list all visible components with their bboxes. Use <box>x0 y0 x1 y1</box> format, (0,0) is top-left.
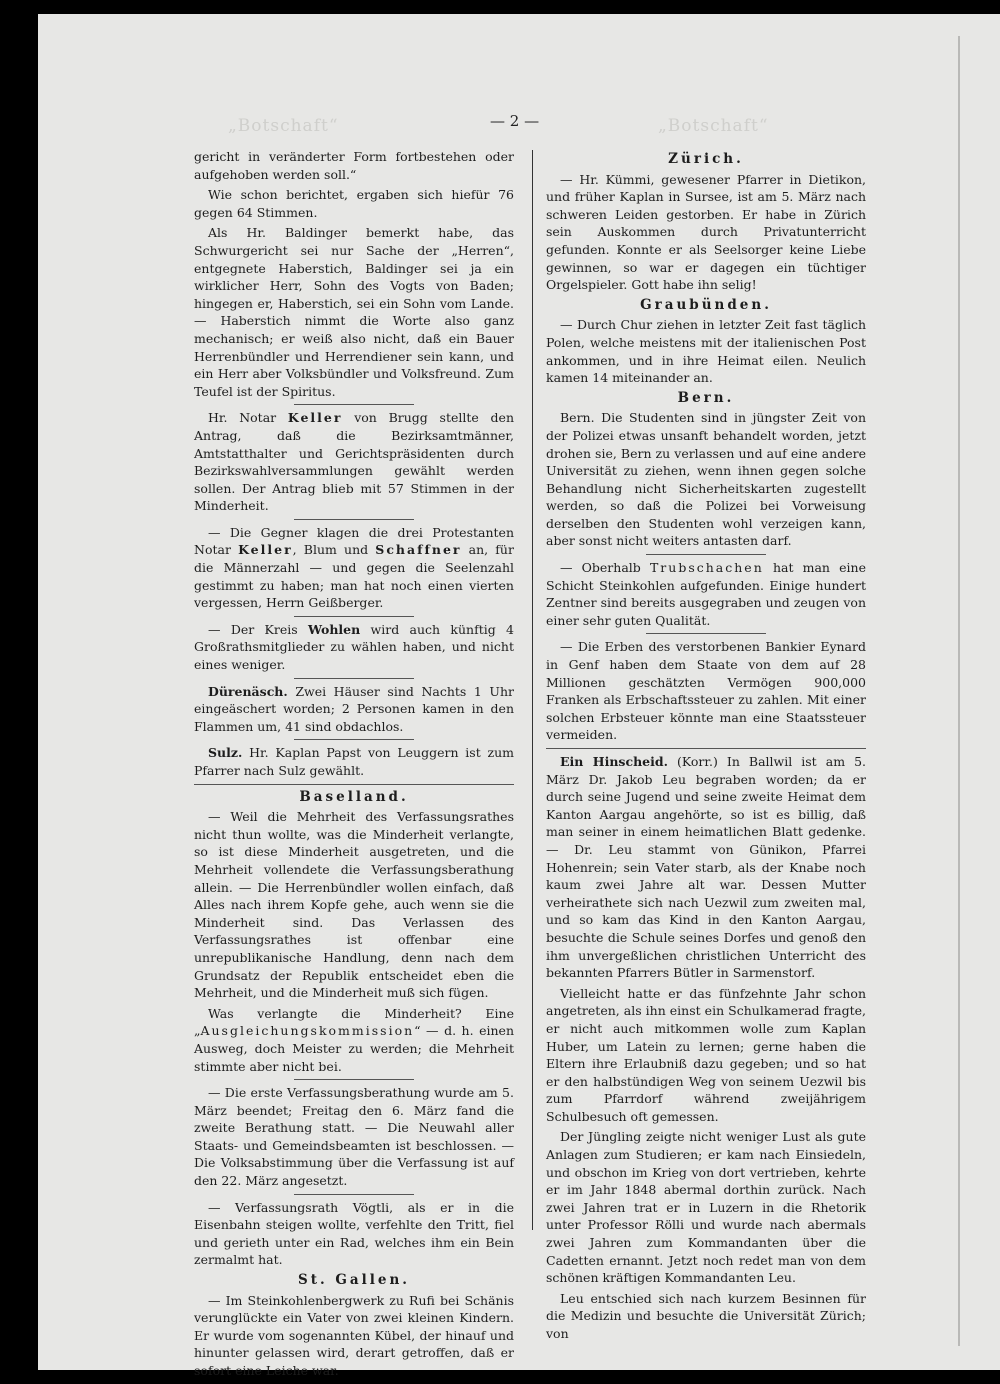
paragraph: — Durch Chur ziehen in letzter Zeit fast täglich Polen, welche meistens mit der italienischen Post ankommen, und in ihre Heimat eilen. Neulich kamen 14 miteinander an. <box>546 317 866 386</box>
divider <box>294 1194 414 1195</box>
paragraph: Sulz. Hr. Kaplan Papst von Leuggern ist zum Pfarrer nach Sulz gewählt. <box>194 745 514 778</box>
section-heading-bern: Bern. <box>677 389 735 406</box>
paragraph: Dürenäsch. Zwei Häuser sind Nachts 1 Uhr eingeäschert worden; 2 Personen kamen in den Flammen um, 41 sind obdachlos. <box>194 683 514 734</box>
paragraph: — Die Gegner klagen die drei Protestanten Notar Keller, Blum und Schaffner an, für die Männerzahl — und gegen die Seelenzahl gestimmt zu haben; man hat noch einen vierten vergessen, Herrn Geißberger. <box>194 524 514 611</box>
paragraph: — Die erste Verfassungsberathung wurde am 5. März beendet; Freitag den 6. März fand die zweite Berathung statt. — Die Neuwahl aller Staats- und Gemeindsbeamten ist beschlossen. — Die Volksabstimmung über die Verfassung ist auf den 22. März angesetzt. <box>194 1085 514 1189</box>
divider <box>294 739 414 740</box>
paragraph: Als Hr. Baldinger bemerkt habe, das Schwurgericht sei nur Sache der „Herren“, entgegnete Haberstich, Baldinger sei ja ein wirklicher Herr, Sohn des Vogts von Baden; hingegen er, Haberstich, sei ein Sohn vom Lande. — Haberstich nimmt die Worte also ganz mechanisch; er weiß also nicht, daß ein Bauer Herrenbündler und Herrendiener sein kann, und ein Herr aber Volksbündler und Volksfreund. Zum Teufel ist der Spiritus. <box>194 225 514 399</box>
divider <box>194 784 514 785</box>
divider <box>646 554 766 555</box>
divider <box>646 633 766 634</box>
divider <box>546 748 866 749</box>
paragraph: Wie schon berichtet, ergaben sich hiefür 76 gegen 64 Stimmen. <box>194 187 514 220</box>
left-column <box>194 148 514 1383</box>
divider <box>294 616 414 617</box>
paragraph: — Die Erben des verstorbenen Bankier Eynard in Genf haben dem Staate von dem auf 28 Millionen geschätzten Vermögen 900,000 Franken als Erbschaftssteuer zu zahlen. Mit einer solchen Erbsteuer könnte man eine Staatssteuer vermeiden. <box>546 639 866 743</box>
page-number: — 2 — <box>490 112 540 130</box>
paragraph: Bern. Die Studenten sind in jüngster Zeit von der Polizei etwas unsanft behandelt worden, jetzt drohen sie, Bern zu verlassen und auf eine andere Universität zu ziehen, wenn ihnen gegen solche Behandlung nicht Sicherheitskarten zugestellt werden, so daß die Polizei bei Vorweisung derselben den Studenten wohl verzeigen kann, aber sonst nicht weiters antasten darf. <box>546 410 866 549</box>
paragraph: Ein Hinscheid. (Korr.) In Ballwil ist am 5. März Dr. Jakob Leu begraben worden; da er durch seine Jugend und seine zweite Heimat dem Kanton Aargau angehörte, so ist es billig, daß man seiner in einem heimatlichen Blatt gedenke. — Dr. Leu stammt von Günikon, Pfarrei Hohenrein; sein Vater starb, als der Knabe noch kaum zwei Jahre alt war. Dessen Mutter verheirathete sich nach Uezwil zum zweiten mal, und so kam das Kind in den Kanton Aargau, besuchte die Schule seines Dorfes und genoß den ihm unvergeßlichen christlichen Unterricht des bekannten Pfarrers Bütler in Sarmenstorf. <box>546 754 867 981</box>
paragraph: gericht in veränderter Form fortbestehen oder aufgehoben werden soll.“ <box>194 149 514 182</box>
bleed-through-text: „Botschaft“ <box>658 116 769 136</box>
paragraph: — Hr. Kümmi, gewesener Pfarrer in Dietikon, und früher Kaplan in Sursee, ist am 5. März nach schweren Leiden gestorben. Er habe in Zürich sein Auskommen durch Privatunterricht gefunden. Konnte er als Seelsorger keine Liebe gewinnen, so war er dagegen ein tüchtiger Orgelspieler. Gott habe ihn selig! <box>546 171 866 293</box>
divider <box>294 1079 414 1080</box>
paragraph: Der Jüngling zeigte nicht weniger Lust als gute Anlagen zum Studieren; er kam nach Einsiedeln, und obschon im Krieg von dort vertrieben, kehrte er im Jahr 1848 abermal dorthin zurück. Nach zwei Jahren trat er in Luzern in die Rhetorik unter Professor Rölli und wurde nach abermals zwei Jahren zum Kommandanten über die Cadetten ernannt. Jetzt noch redet man von dem schönen kräftigen Kommandanten Leu. <box>546 1129 866 1286</box>
paragraph: Vielleicht hatte er das fünfzehnte Jahr schon angetreten, als ihn einst ein Schulkamerad fragte, er nicht auch mitkommen wolle zum Kaplan Huber, um Latein zu lernen; gerne haben die Eltern ihre Erlaubniß dazu gegeben; und so hat er den halbstündigen Weg von seinem Uezwil bis zum Pfarrdorf während zweijährigem Schulbesuch oft gemessen. <box>546 985 866 1124</box>
paragraph: Leu entschied sich nach kurzem Besinnen für die Medizin und besuchte die Universität Zürich; von <box>546 1290 866 1341</box>
paragraph: Was verlangte die Minderheit? Eine „Ausgleichungskommission“ — d. h. einen Ausweg, doch Meister zu werden; die Mehrheit stimmte aber nicht bei. <box>194 1005 514 1074</box>
paragraph: — Der Kreis Wohlen wird auch künftig 4 Großrathsmitglieder zu wählen haben, und nicht eines weniger. <box>194 621 514 673</box>
paragraph: — Im Steinkohlenbergwerk zu Rufi bei Schänis verunglückte ein Vater von zwei kleinen Kindern. Er wurde vom sogenannten Kübel, der hinauf und hinunter gelassen wird, derart getroffen, daß er sofort eine Leiche war. <box>194 1292 514 1378</box>
column-divider <box>532 150 533 1230</box>
section-heading-graubunden: Graubünden. <box>640 296 772 313</box>
section-heading-zurich: Zürich. <box>668 151 744 167</box>
section-heading-baselland: Baselland. <box>299 788 409 805</box>
paragraph: — Oberhalb Trubschachen hat man eine Schicht Steinkohlen aufgefunden. Einige hundert Zentner sind bereits ausgegraben und zeugen von einer sehr guten Qualität. <box>546 560 866 628</box>
divider <box>294 678 414 679</box>
divider <box>294 404 414 405</box>
paragraph: — Weil die Mehrheit des Verfassungsrathes nicht thun wollte, was die Minderheit verlangte, so ist diese Minderheit ausgetreten, und die Mehrheit vollendete die Verfassungsberathung allein. — Die Herrenbündler wollen einfach, daß Alles nach ihrem Kopfe gehe, auch wenn sie die Minderheit sind. Das Verlassen des Verfassungsrathes ist offenbar eine unrepublikanische Handlung, denn nach dem Grundsatz der Republik entscheidet eben die Mehrheit, und die Minderheit muß sich fügen. <box>194 809 514 1001</box>
paragraph: Hr. Notar Keller von Brugg stellte den Antrag, daß die Bezirksamtmänner, Amtstatthalter und Gerichtspräsidenten durch Bezirkswahlversammlungen gewählt werden sollen. Der Antrag blieb mit 57 Stimmen in der Minderheit. <box>194 410 514 514</box>
divider <box>294 519 414 520</box>
section-heading-st-gallen: St. Gallen. <box>297 1272 411 1289</box>
right-column <box>546 148 866 1346</box>
bleed-through-text: „Botschaft“ <box>228 116 339 136</box>
paragraph: — Verfassungsrath Vögtli, als er in die Eisenbahn steigen wollte, verfehlte den Tritt, fiel und gerieth unter ein Rad, welches ihm ein Bein zermalmt hat. <box>194 1199 514 1268</box>
